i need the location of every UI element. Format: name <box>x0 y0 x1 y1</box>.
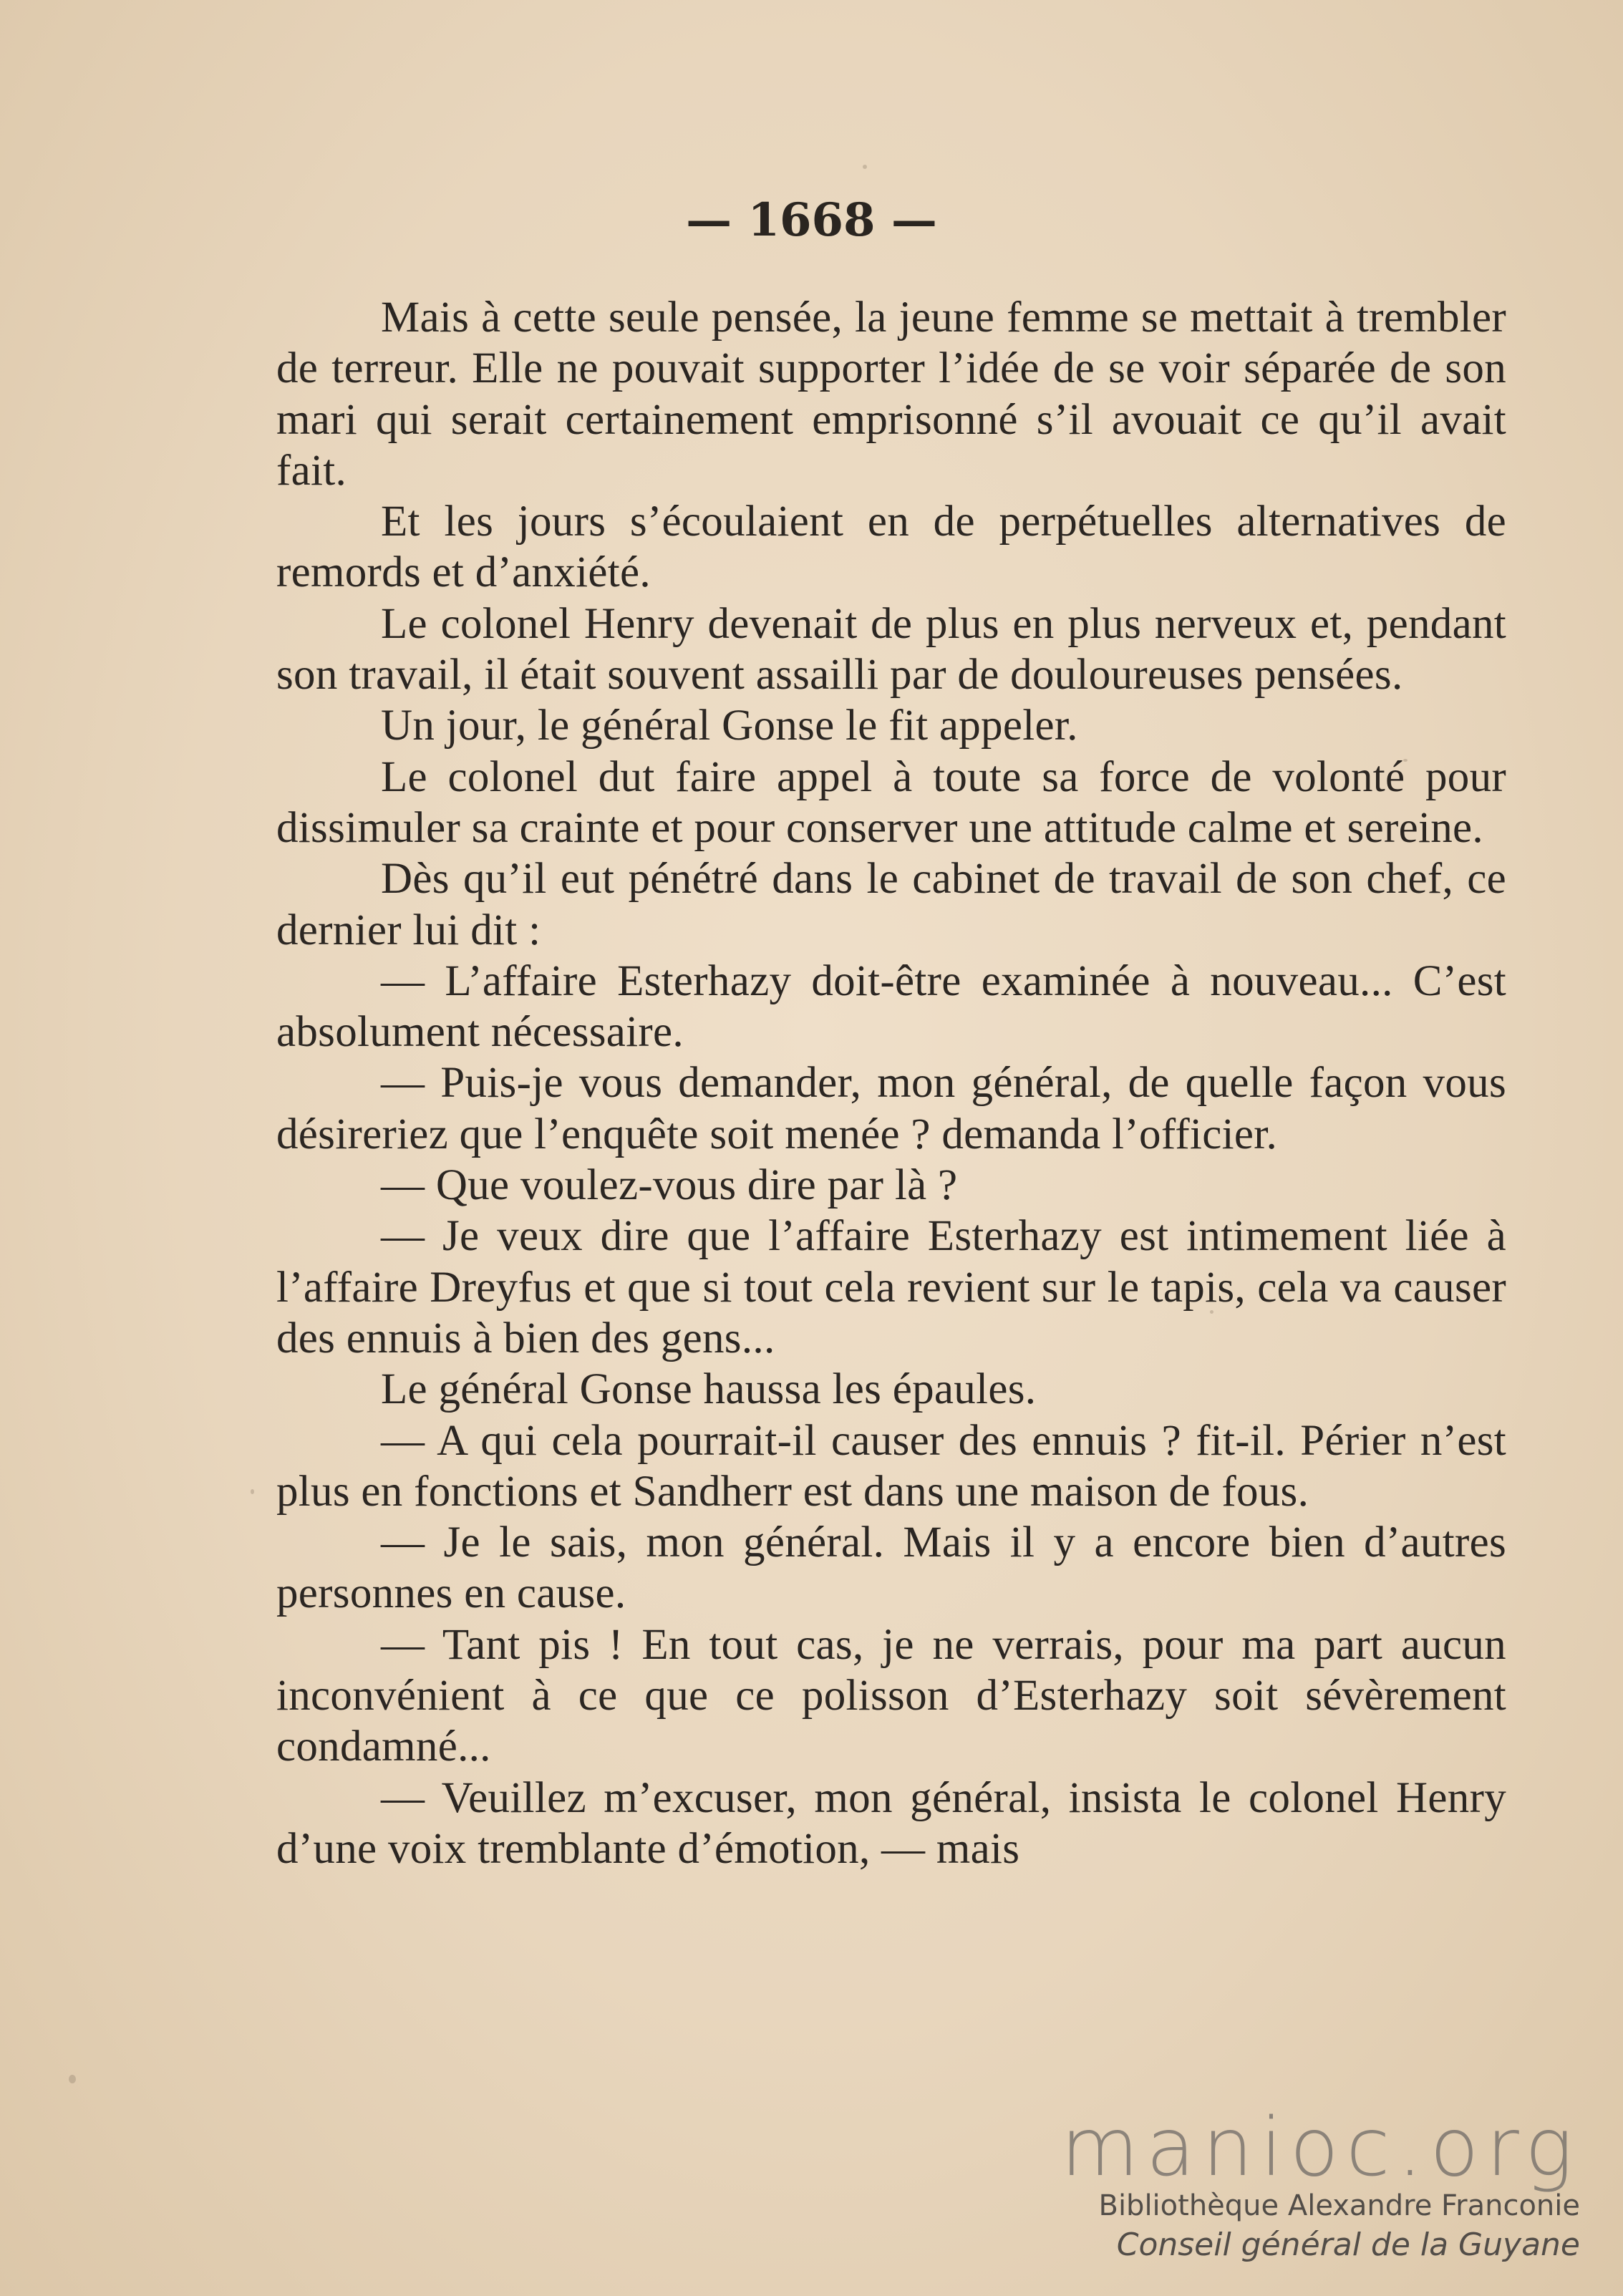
paragraph: — Tant pis ! En tout cas, je ne verrais, pour ma part aucun inconvénient à ce que ce polisson d’Esterhazy soit sévèrement condamné... <box>276 1620 1506 1771</box>
paper-speck <box>251 1489 254 1494</box>
manioc-logo: manioc.org <box>1060 2101 1580 2194</box>
paragraph: Le colonel dut faire appel à toute sa force de volonté pour dissimuler sa crainte et pour conserver une attitude calme et sereine. <box>276 752 1506 852</box>
paragraph: — Puis-je vous demander, mon général, de quelle façon vous désireriez que l’enquête soit menée ? demanda l’officier. <box>276 1059 1506 1158</box>
paragraph: — Que voulez-vous dire par là ? <box>381 1161 958 1210</box>
paragraph: Et les jours s’écoulaient en de perpétuelles alternatives de remords et d’anxiété. <box>276 498 1506 597</box>
paragraph: Le colonel Henry devenait de plus en plus nerveux et, pendant son travail, il était souvent assailli par de douloureuses pensées. <box>276 599 1506 699</box>
paragraph: — Je le sais, mon général. Mais il y a encore bien d’autres personnes en cause. <box>276 1518 1506 1618</box>
paper-speck <box>69 2075 76 2083</box>
body-text <box>276 292 1506 1874</box>
paragraph: Un jour, le général Gonse le fit appeler. <box>381 702 1078 750</box>
page-number: — 1668 — <box>686 193 937 247</box>
paragraph: Le général Gonse haussa les épaules. <box>381 1365 1037 1414</box>
paragraph: Mais à cette seule pensée, la jeune femme se mettait à trembler de terreur. Elle ne pouvait supporter l’idée de se voir séparée de son mari qui serait certainement emprisonné s’il avouait ce qu’il avait fait. <box>276 294 1506 495</box>
paragraph: — L’affaire Esterhazy doit-être examinée à nouveau... C’est absolument nécessaire. <box>276 956 1506 1057</box>
paper-speck <box>863 165 867 169</box>
council-name: Conseil général de la Guyane <box>1116 2227 1580 2263</box>
paragraph: — Veuillez m’excuser, mon général, insista le colonel Henry d’une voix tremblante d’émotion, — mais <box>276 1773 1506 1873</box>
watermark <box>1036 2101 1580 2266</box>
library-name: Bibliothèque Alexandre Franconie <box>1098 2189 1580 2222</box>
paragraph: Dès qu’il eut pénétré dans le cabinet de travail de son chef, ce dernier lui dit : <box>276 855 1506 954</box>
paragraph: — A qui cela pourrait-il causer des ennuis ? fit-il. Périer n’est plus en fonctions et Sandherr est dans une maison de fous. <box>276 1416 1506 1516</box>
paragraph: — Je veux dire que l’affaire Esterhazy est intimement liée à l’affaire Dreyfus et que si tout cela revient sur le tapis, cela va causer des ennuis à bien des gens... <box>276 1212 1506 1362</box>
